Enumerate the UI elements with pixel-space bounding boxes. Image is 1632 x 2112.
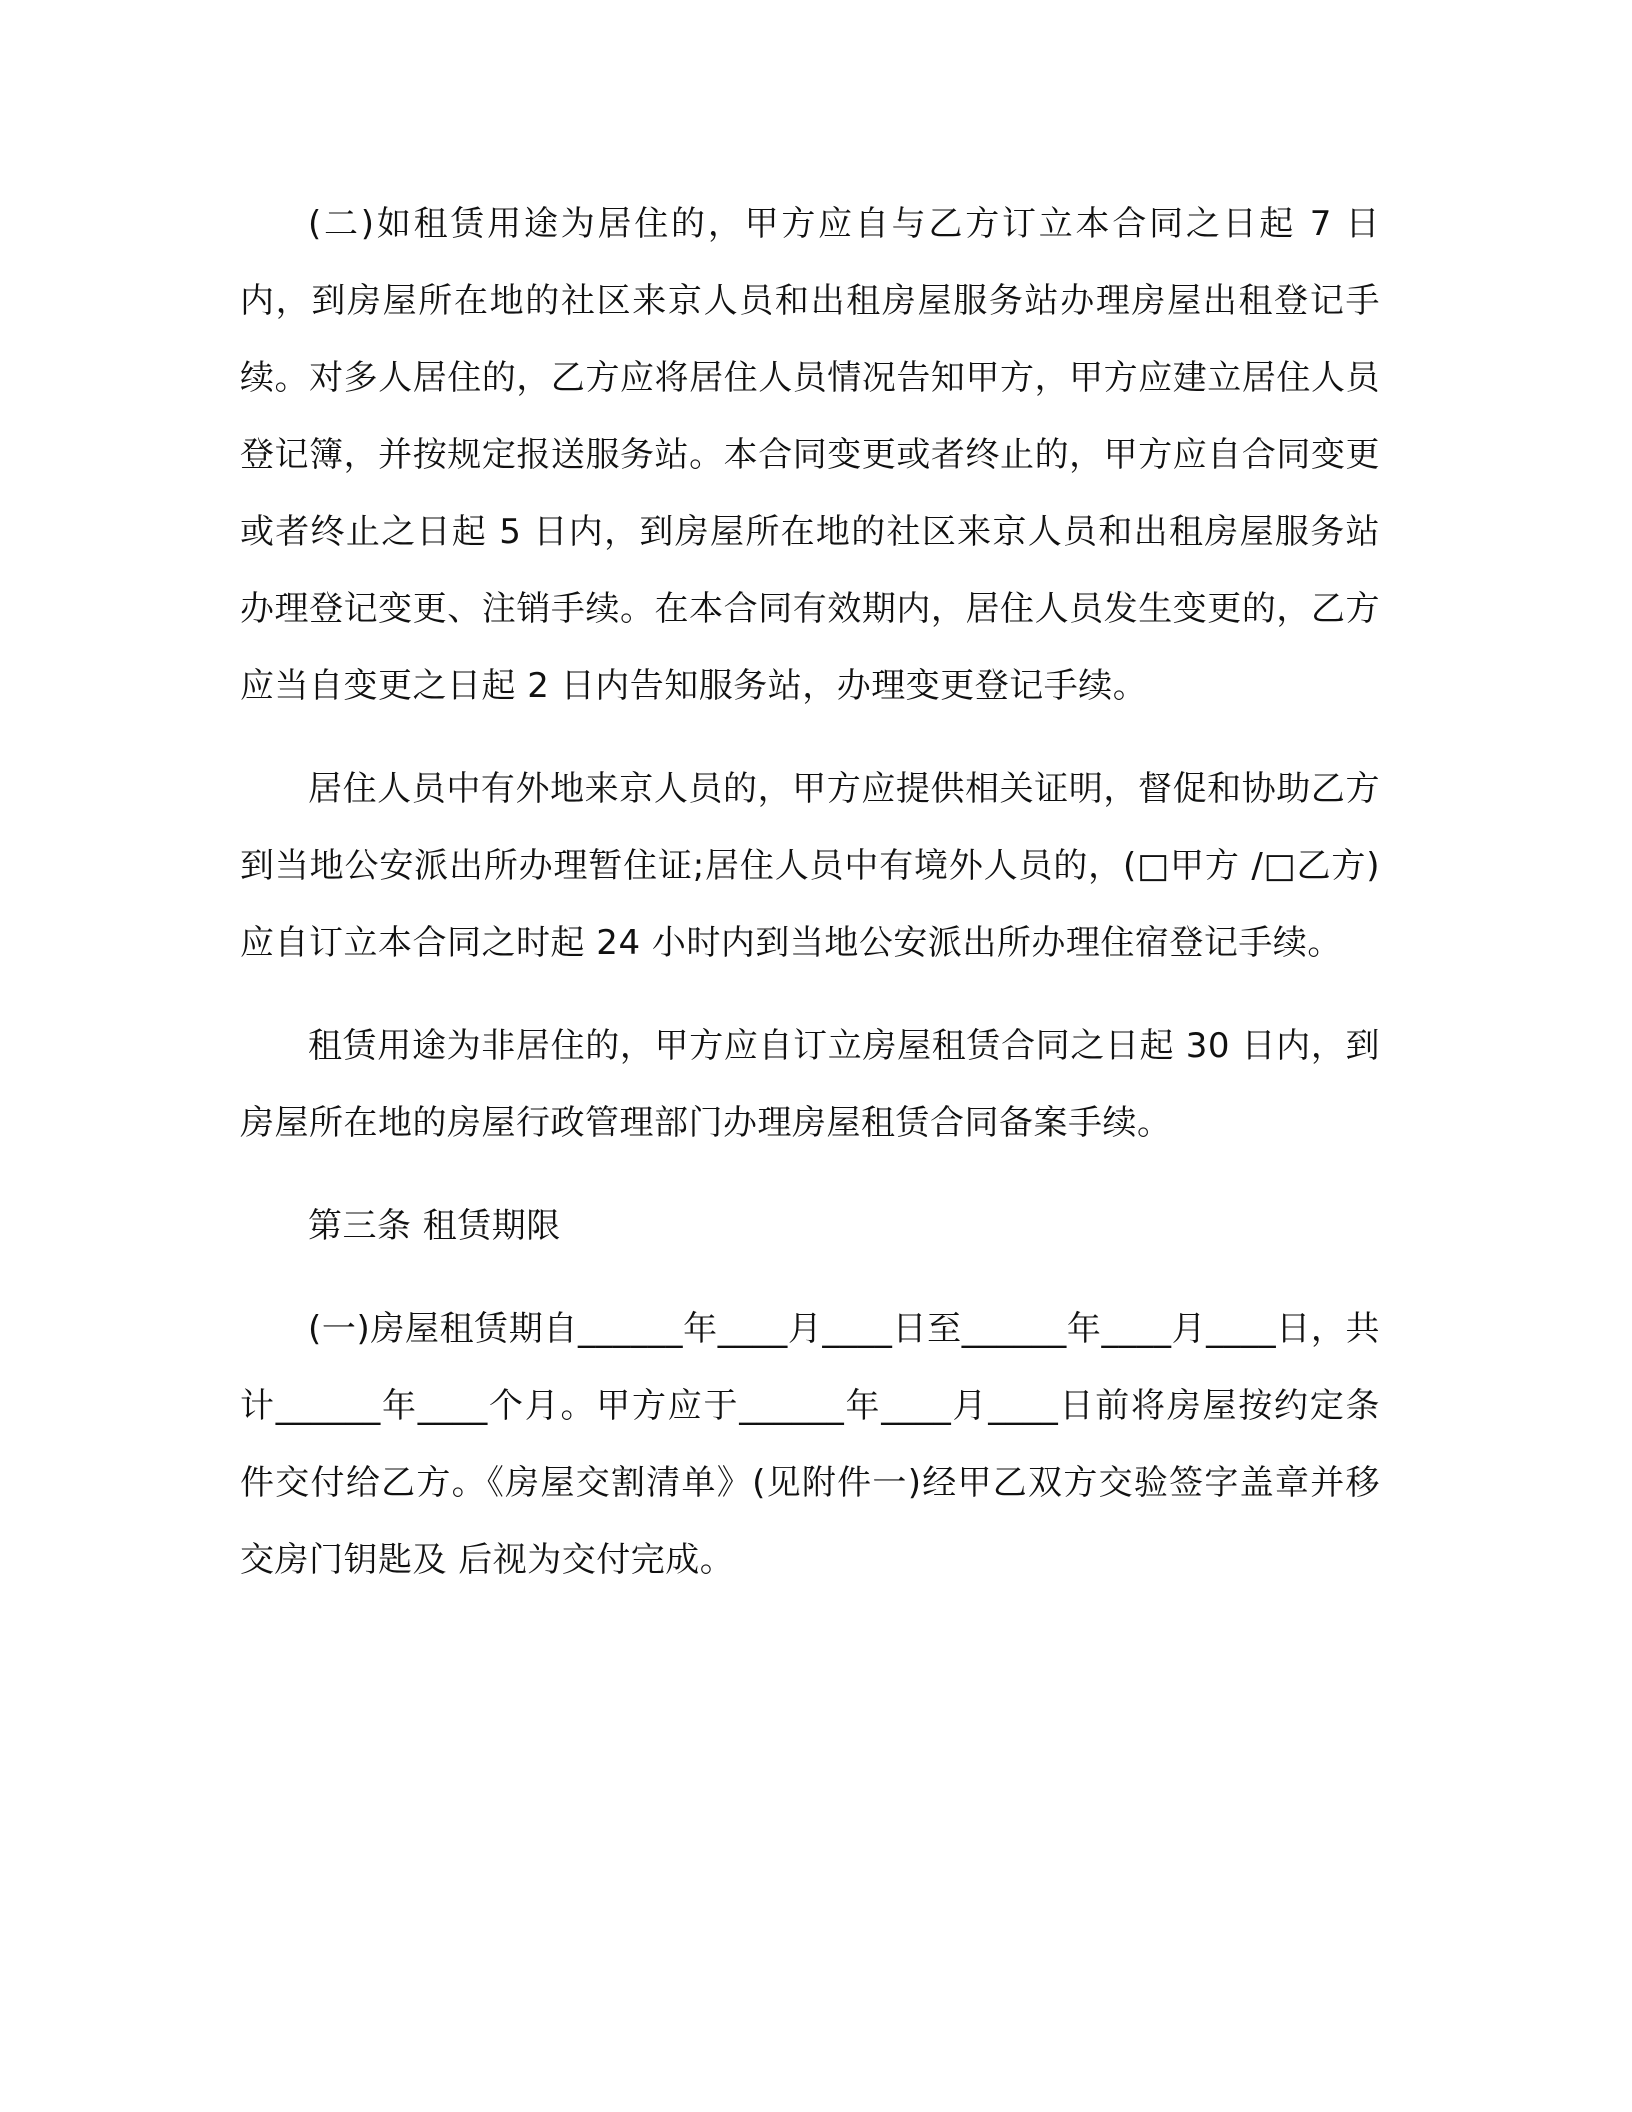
paragraph-residential-registration: (二)如租赁用途为居住的，甲方应自与乙方订立本合同之日起 7 日内，到房屋所在地的社区来京人员和出租房屋服务站办理房屋出租登记手续。对多人居住的，乙方应将居住人员情况告知甲方，甲方应建立居住人员登记簿，并按规定报送服务站。本合同变更或者终止的，甲方应自合同变更或者终止之日起 5 日内，到房屋所在地的社区来京人员和出租房屋服务站办理登记变更、注销手续。在本合同有效期内，居住人员发生变更的，乙方应当自变更之日起 2 日内告知服务站，办理变更登记手续。 xyxy=(240,204,1380,706)
article-heading: 第三条 租赁期限 xyxy=(308,1206,561,1246)
paragraph-lease-term: (一)房屋租赁期自______年____月____日至______年____月____日，共计______年____个月。甲方应于______年____月____日前将房屋按约定条件交付给乙方。《房屋交割清单》(见附件一)经甲乙双方交验签字盖章并移交房门钥匙及 后视为交付完成。 xyxy=(240,1309,1380,1580)
paragraph-non-residential: 租赁用途为非居住的，甲方应自订立房屋租赁合同之日起 30 日内，到房屋所在地的房屋行政管理部门办理房屋租赁合同备案手续。 xyxy=(240,1026,1380,1143)
paragraph-outside-residents: 居住人员中有外地来京人员的，甲方应提供相关证明，督促和协助乙方到当地公安派出所办理暂住证;居住人员中有境外人员的，(□甲方 /□乙方)应自订立本合同之时起 24 小时内到当地公安派出所办理住宿登记手续。 xyxy=(240,769,1380,963)
document-body xyxy=(240,186,1380,1599)
